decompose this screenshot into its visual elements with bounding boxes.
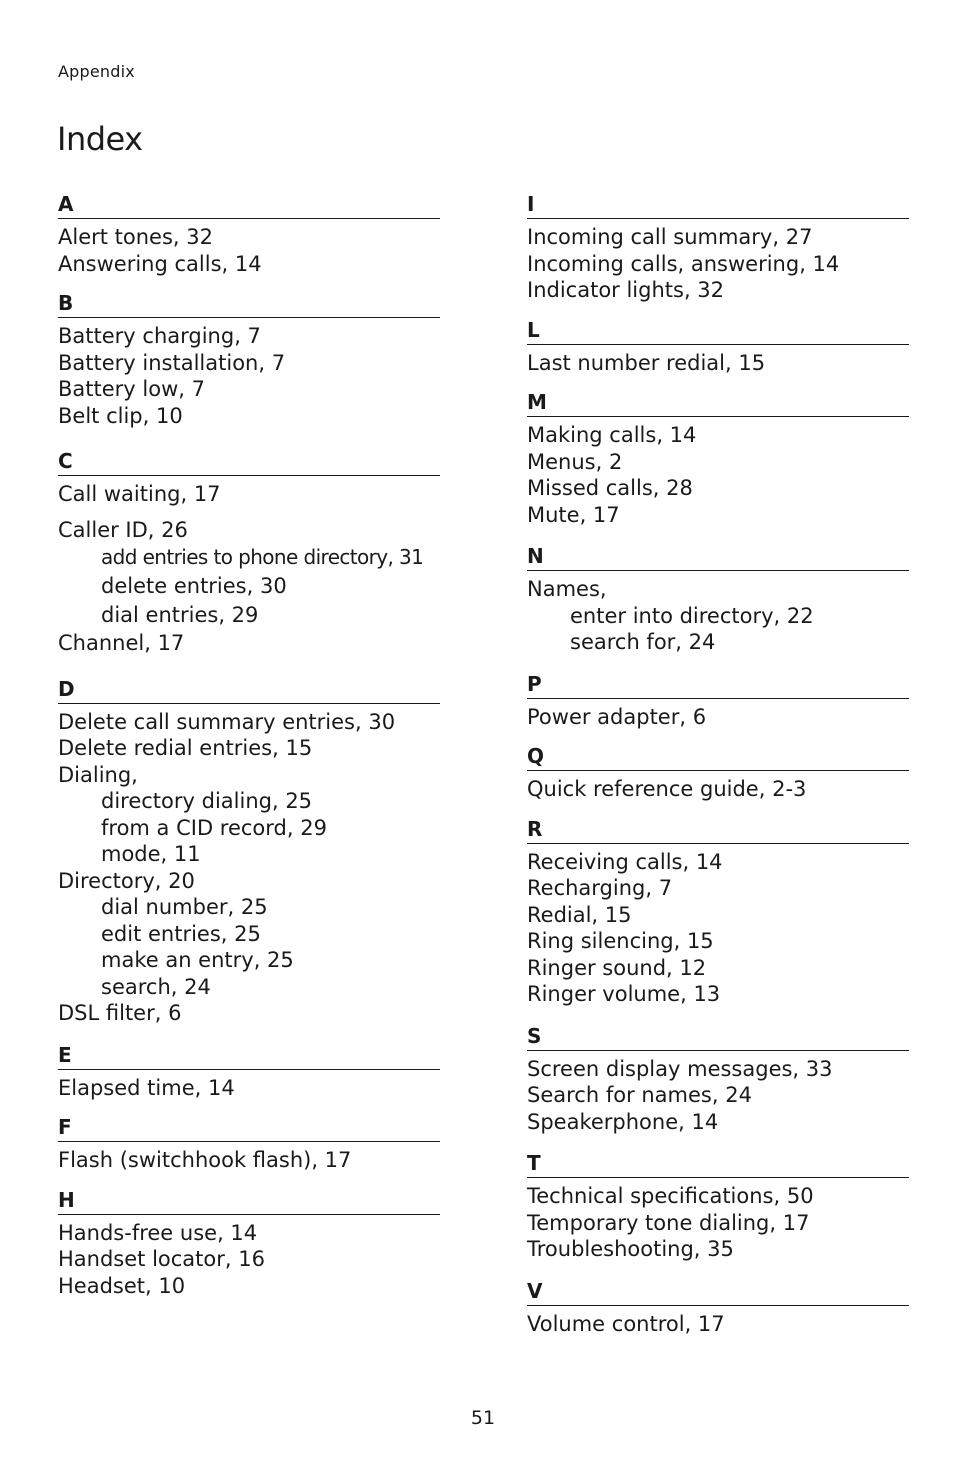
section-letter: Q [527, 742, 909, 771]
index-entry: Missed calls, 28 [527, 476, 693, 500]
index-entry: Incoming call summary, 27 [527, 225, 813, 249]
section-letter: B [58, 289, 440, 318]
index-section-c [58, 447, 440, 657]
index-entry: Temporary tone dialing, 17 [527, 1210, 810, 1235]
index-entry: Directory, 20 [58, 868, 195, 893]
index-column-right [527, 190, 909, 1349]
section-letter: C [58, 447, 440, 476]
section-letter: L [527, 316, 909, 345]
index-entry: Alert tones, 32 [58, 225, 213, 249]
section-label: Appendix [58, 62, 135, 81]
index-entry: Screen display messages, 33 [527, 1056, 833, 1081]
index-entry: Speakerphone, 14 [527, 1109, 719, 1134]
index-section-d [58, 675, 440, 1027]
section-letter: S [527, 1022, 909, 1051]
section-letter: T [527, 1149, 909, 1178]
index-section-s [527, 1022, 909, 1136]
index-section-i [527, 190, 909, 304]
index-section-e [58, 1041, 440, 1102]
index-subentry: dial number, 25 [101, 895, 268, 919]
index-entry: Belt clip, 10 [58, 403, 183, 428]
index-entry: Delete call summary entries, 30 [58, 709, 396, 734]
index-entry: Call waiting, 17 [58, 482, 221, 506]
index-entry: Hands-free use, 14 [58, 1220, 258, 1245]
section-letter: N [527, 542, 909, 571]
index-section-q [527, 742, 909, 803]
index-subentry: dial entries, 29 [101, 603, 259, 627]
index-section-t [527, 1149, 909, 1263]
index-entry: Delete redial entries, 15 [58, 736, 313, 760]
section-letter: P [527, 670, 909, 699]
index-entry: Power adapter, 6 [527, 704, 707, 729]
index-subentry: directory dialing, 25 [101, 789, 313, 813]
index-entry: Technical specifications, 50 [527, 1184, 814, 1208]
index-section-m [527, 388, 909, 528]
index-entry: Headset, 10 [58, 1273, 186, 1298]
section-letter: A [58, 190, 440, 219]
index-column-left [58, 190, 440, 1311]
index-section-f [58, 1113, 440, 1174]
index-subentry: add entries to phone directory, 31 [101, 545, 424, 569]
index-entry: Answering calls, 14 [58, 251, 262, 276]
index-entry: Channel, 17 [58, 631, 185, 655]
index-subentry: edit entries, 25 [101, 921, 261, 946]
index-subentry: mode, 11 [101, 842, 201, 866]
index-entry: Making calls, 14 [527, 423, 697, 447]
index-subentry: search for, 24 [570, 630, 716, 654]
section-letter: M [527, 388, 909, 417]
index-entry: Receiving calls, 14 [527, 849, 723, 874]
index-entry: Battery low, 7 [58, 377, 205, 401]
index-entry: DSL filter, 6 [58, 1001, 182, 1025]
index-subentry: from a CID record, 29 [101, 815, 327, 840]
index-section-n [527, 542, 909, 656]
page-title: Index [57, 120, 143, 158]
index-entry: Caller ID, 26 [58, 517, 188, 542]
index-entry: Flash (switchhook flash), 17 [58, 1148, 352, 1172]
index-entry: Incoming calls, answering, 14 [527, 251, 840, 276]
section-letter: D [58, 675, 440, 704]
index-entry: Battery installation, 7 [58, 350, 286, 375]
index-entry: Troubleshooting, 35 [527, 1237, 734, 1261]
section-letter: V [527, 1277, 909, 1306]
index-entry: Dialing, [58, 762, 138, 787]
section-letter: E [58, 1041, 440, 1070]
index-entry: Recharging, 7 [527, 876, 673, 900]
index-subentry: make an entry, 25 [101, 948, 294, 972]
index-entry: Ringer volume, 13 [527, 982, 721, 1006]
index-entry: Mute, 17 [527, 502, 620, 527]
index-entry: Volume control, 17 [527, 1311, 725, 1336]
index-entry: Battery charging, 7 [58, 324, 261, 348]
index-section-v [527, 1277, 909, 1338]
index-entry: Search for names, 24 [527, 1083, 752, 1107]
index-entry: Names, [527, 577, 607, 601]
index-section-a [58, 190, 440, 277]
index-section-h [58, 1186, 440, 1300]
index-entry: Ringer sound, 12 [527, 955, 707, 980]
index-section-p [527, 670, 909, 731]
index-section-b [58, 289, 440, 429]
index-subentry: delete entries, 30 [101, 574, 287, 598]
index-subentry: search, 24 [101, 974, 211, 999]
index-section-l [527, 316, 909, 377]
section-letter: H [58, 1186, 440, 1215]
index-entry: Handset locator, 16 [58, 1247, 265, 1271]
index-section-r [527, 815, 909, 1008]
index-entry: Redial, 15 [527, 902, 632, 927]
index-entry: Elapsed time, 14 [58, 1075, 235, 1100]
index-entry: Quick reference guide, 2-3 [527, 777, 807, 801]
section-letter: F [58, 1113, 440, 1142]
page-number: 51 [470, 1407, 496, 1429]
section-letter: I [527, 190, 909, 219]
index-entry: Menus, 2 [527, 449, 623, 474]
index-entry: Last number redial, 15 [527, 350, 766, 375]
index-subentry: enter into directory, 22 [570, 603, 814, 628]
index-entry: Indicator lights, 32 [527, 278, 725, 302]
index-entry: Ring silencing, 15 [527, 929, 714, 953]
section-letter: R [527, 815, 909, 844]
